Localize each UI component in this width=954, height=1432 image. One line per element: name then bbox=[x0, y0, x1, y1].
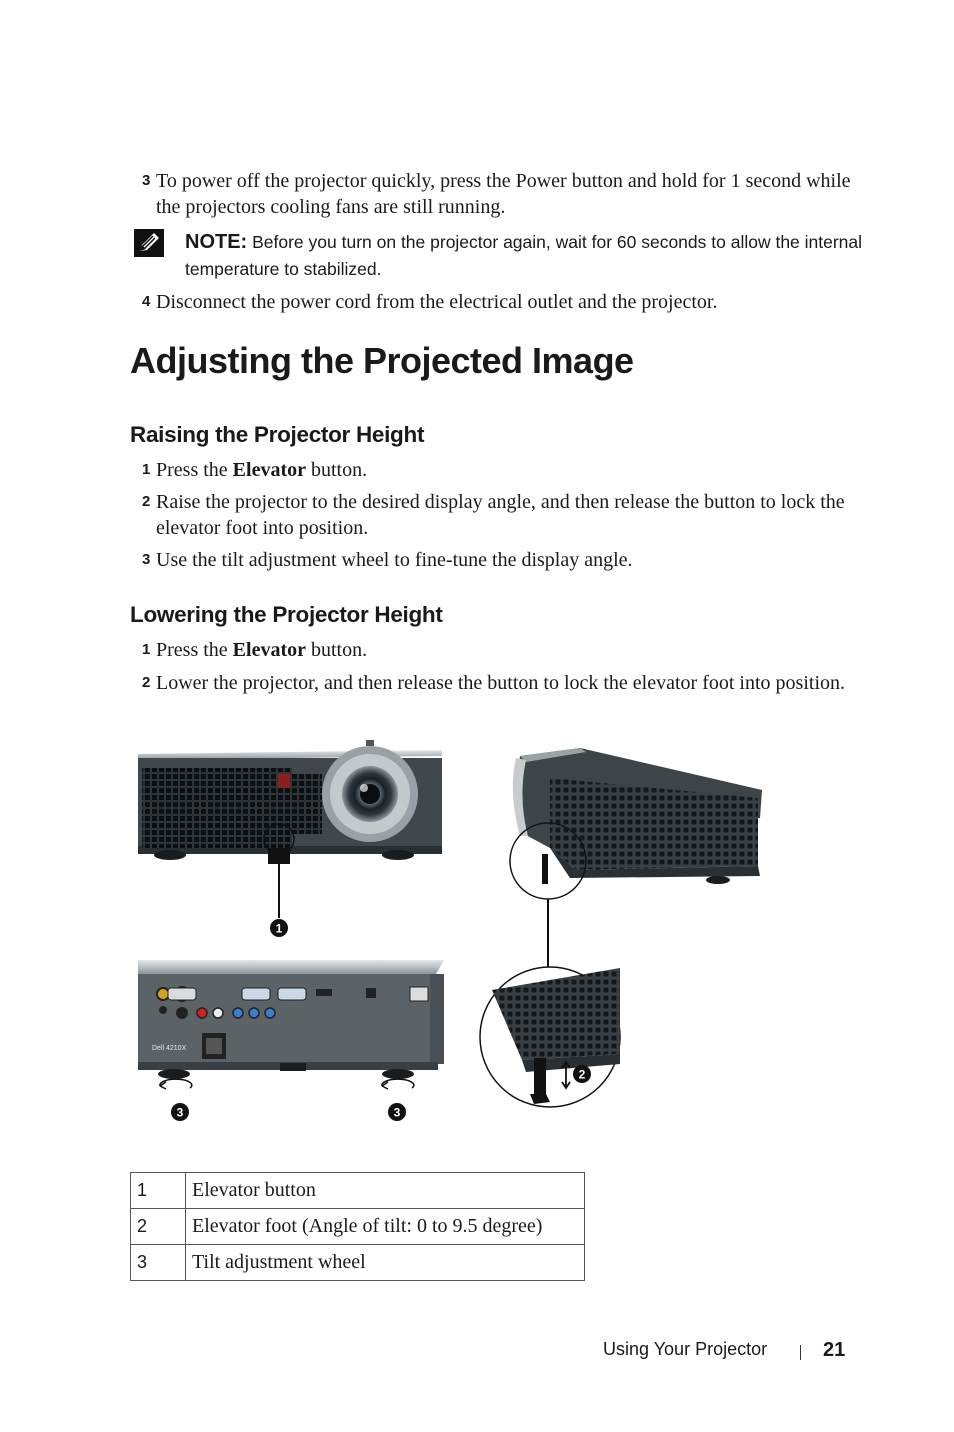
step-number: 2 bbox=[142, 493, 151, 510]
callout-1 bbox=[270, 919, 288, 937]
raising-step-2 bbox=[142, 489, 862, 541]
table-row bbox=[131, 1173, 585, 1209]
note-pencil-icon bbox=[134, 229, 164, 257]
footer-divider bbox=[800, 1345, 801, 1360]
step-text: Lower the projector, and then release the button to lock the elevator foot into position. bbox=[156, 672, 845, 694]
step-text: Disconnect the power cord from the electrical outlet and the projector. bbox=[156, 291, 718, 313]
table-row bbox=[131, 1209, 585, 1245]
note-text: Before you turn on the projector again, wait for 60 seconds to allow the internal temperature to stabilized. bbox=[185, 232, 863, 279]
legend-number: 2 bbox=[131, 1209, 186, 1245]
page-number: 21 bbox=[823, 1339, 846, 1361]
callout-1-label: 1 bbox=[275, 921, 283, 936]
callout-3-label: 3 bbox=[176, 1105, 184, 1120]
footer-section-title: Using Your Projector bbox=[603, 1339, 768, 1359]
step-text-post: button. bbox=[305, 459, 368, 481]
callout-3-right bbox=[388, 1103, 406, 1121]
step-text: To power off the projector quickly, press the Power button and hold for 1 second while the projectors cooling fans are still running. bbox=[156, 170, 851, 218]
legend-description: Tilt adjustment wheel bbox=[186, 1245, 585, 1281]
step-number: 4 bbox=[142, 293, 151, 310]
step-disconnect bbox=[142, 289, 862, 315]
note-label: NOTE: bbox=[185, 231, 248, 253]
step-number: 1 bbox=[142, 461, 151, 478]
step-number: 1 bbox=[142, 641, 151, 658]
step-power-off bbox=[142, 168, 862, 220]
raising-step-1 bbox=[142, 457, 862, 483]
elevator-term: Elevator bbox=[232, 639, 306, 661]
step-number: 2 bbox=[142, 674, 151, 691]
legend-description: Elevator button bbox=[186, 1173, 585, 1209]
step-number: 3 bbox=[142, 172, 151, 189]
raising-step-3 bbox=[142, 547, 862, 573]
table-row bbox=[131, 1245, 585, 1281]
note bbox=[185, 229, 885, 283]
step-text-pre: Press the bbox=[156, 639, 233, 661]
elevator-term: Elevator bbox=[232, 459, 306, 481]
legend-description: Elevator foot (Angle of tilt: 0 to 9.5 degree) bbox=[186, 1209, 585, 1245]
step-text-post: button. bbox=[305, 639, 368, 661]
legend-number: 1 bbox=[131, 1173, 186, 1209]
callout-3-left bbox=[171, 1103, 189, 1121]
step-number: 3 bbox=[142, 551, 151, 568]
lowering-heading: Lowering the Projector Height bbox=[130, 602, 443, 627]
projector-back-view bbox=[138, 960, 444, 1089]
projector-front-view bbox=[138, 740, 442, 918]
raising-heading: Raising the Projector Height bbox=[130, 422, 425, 447]
legend-table bbox=[130, 1172, 585, 1281]
step-text: Raise the projector to the desired display angle, and then release the button to lock the elevator foot into position. bbox=[156, 491, 845, 539]
section-heading: Adjusting the Projected Image bbox=[130, 340, 634, 381]
callout-2-label: 2 bbox=[578, 1067, 586, 1082]
lowering-step-2 bbox=[142, 670, 862, 696]
callout-3-label: 3 bbox=[393, 1105, 401, 1120]
step-text-pre: Press the bbox=[156, 459, 233, 481]
callout-2 bbox=[573, 1065, 591, 1083]
projector-side-view bbox=[480, 748, 762, 1107]
projector-figure bbox=[130, 738, 770, 1128]
model-label: Dell 4210X bbox=[152, 1045, 187, 1052]
lowering-step-1 bbox=[142, 637, 862, 663]
legend-number: 3 bbox=[131, 1245, 186, 1281]
step-text: Use the tilt adjustment wheel to fine-tune the display angle. bbox=[156, 549, 633, 571]
